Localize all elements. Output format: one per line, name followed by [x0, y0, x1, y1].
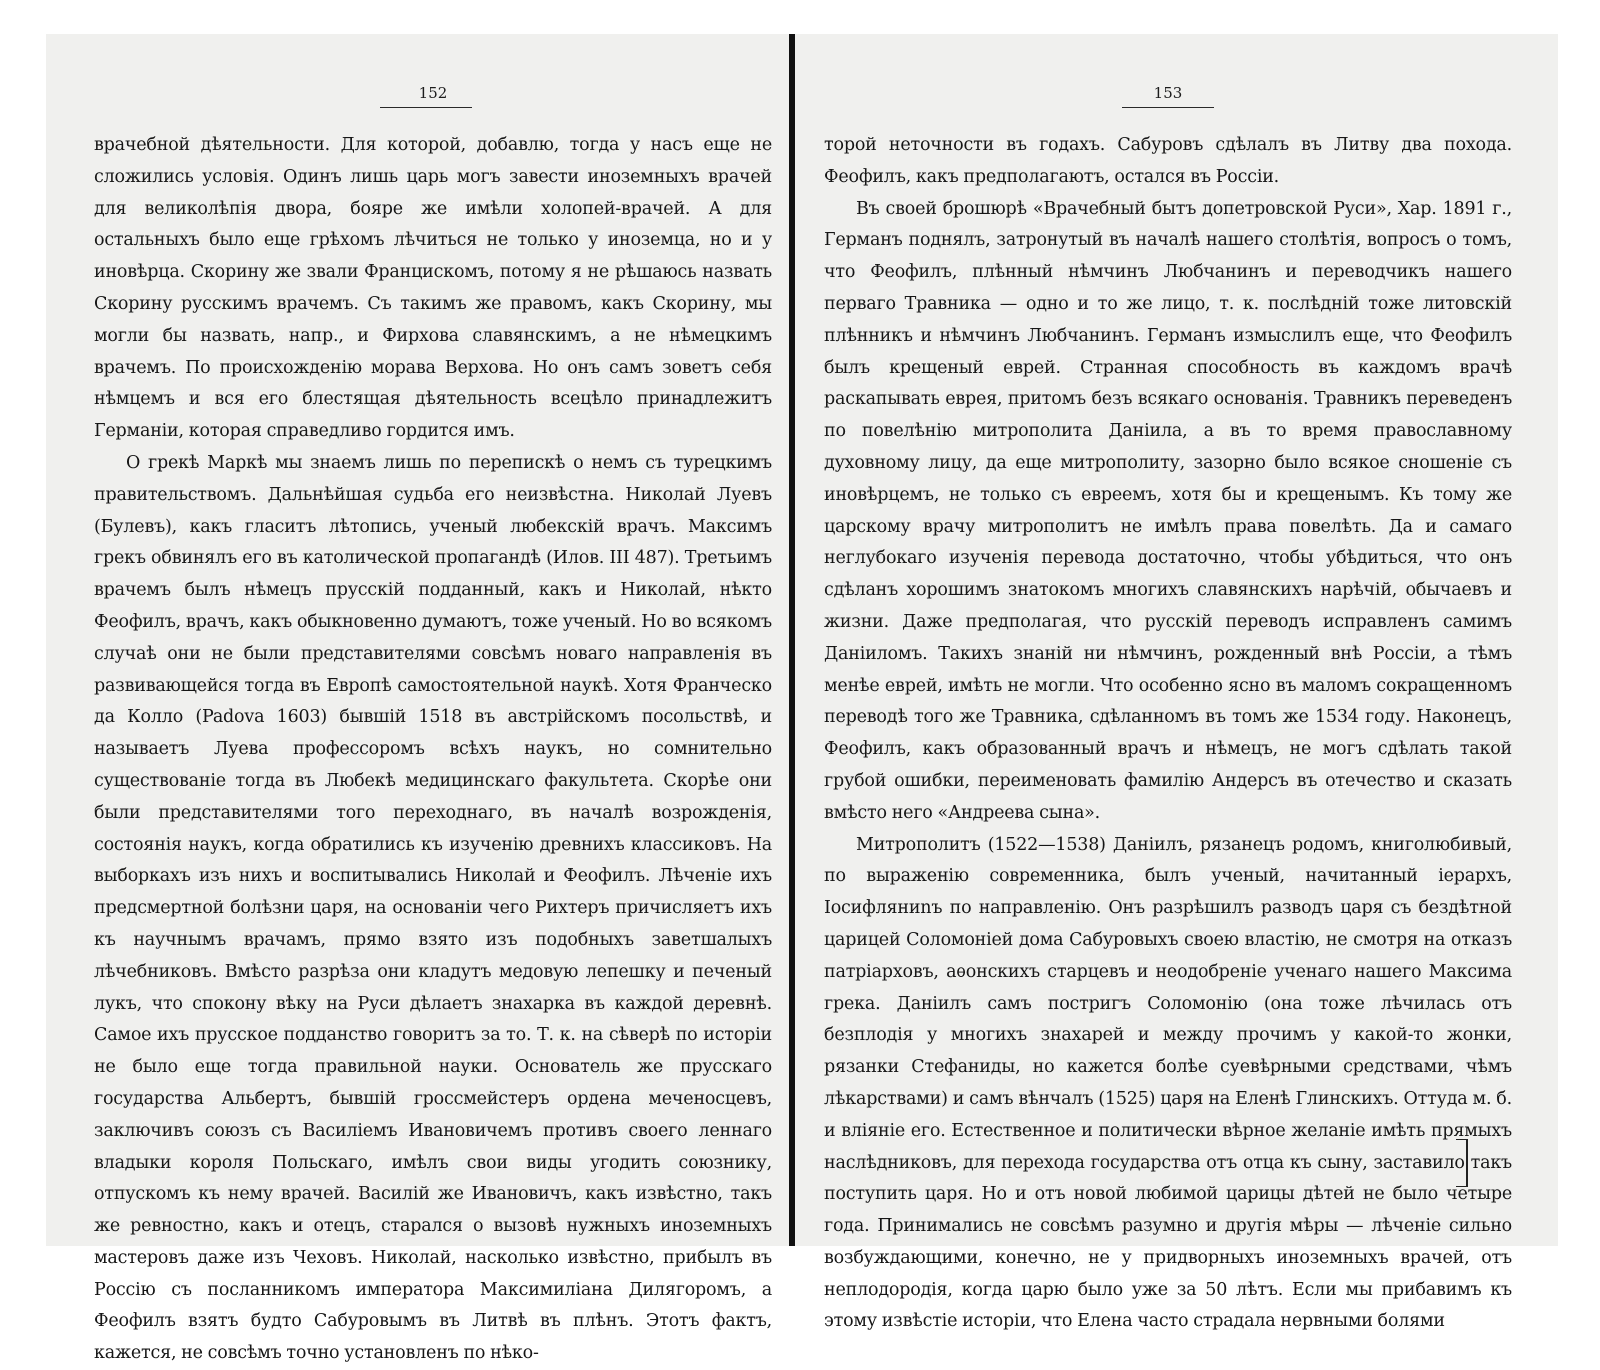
page-number: 152 [418, 84, 448, 102]
book-gutter [789, 34, 795, 1246]
paragraph: О грекѣ Маркѣ мы знаемъ лишь по перепискѣ о немъ съ турецкимъ правительствомъ. Дальнѣйшая судьба его неизвѣстна. Николай Луевъ (Булевъ), какъ гласитъ лѣтопись, ученый любекскій врачъ. Максимъ грекъ обвинялъ его въ католической пропагандѣ (Илов. III 487). Третьимъ врачемъ былъ нѣмецъ прусскій подданный, какъ и Николай, нѣкто Феофилъ, врачъ, какъ обыкновенно думаютъ, тоже ученый. Но во всякомъ случаѣ они не были представителями совсѣмъ новаго направленія въ развивающейся тогда въ Европѣ самостоятельной наукѣ. Хотя Франческо да Колло (Padova 1603) бывшій 1518 въ австрійскомъ посольствѣ, и называетъ Луева профессоромъ всѣхъ наукъ, но сомнительно существованіе тогда въ Любекѣ медицинскаго факультета. Скорѣе они были представителями того переходнаго, въ началѣ возрожденія, состоянія наукъ, когда обратились къ изученію древнихъ классиковъ. На выборкахъ изъ нихъ и воспитывались Николай и Феофилъ. Лѣченіе ихъ предсмертной болѣзни царя, на основаніи чего Рихтеръ причисляетъ ихъ къ научнымъ врачамъ, прямо взято изъ подобныхъ заветшалыхъ лѣчебниковъ. Вмѣсто разрѣза они кладутъ медовую лепешку и печеный лукъ, что спокону вѣку на Руси дѣлаетъ знахарка въ каждой деревнѣ. Самое ихъ прусское подданство говоритъ за то. Т. к. на сѣверѣ по исторіи не было еще тогда правильной науки. Основатель же прусскаго государства Альбертъ, бывшій гроссмейстеръ ордена меченосцевъ, заключивъ союзъ съ Василіемъ Ивановичемъ противъ своего леннаго владыки короля Польскаго, имѣлъ свои виды угодить союзнику, отпускомъ къ нему врачей. Василій же Ивановичъ, какъ извѣстно, такъ же ревностно, какъ и отецъ, старался о вызовѣ нужныхъ иноземныхъ мастеровъ даже изъ Чеховъ. Николай, насколько извѣстно, прибылъ въ Россію съ посланникомъ императора Максимиліана Дилягоромъ, а Феофилъ взятъ будто Сабуровымъ въ Литвѣ въ плѣнъ. Этотъ фактъ, кажется, не совсѣмъ точно установленъ по нѣко- [94, 452, 772, 1364]
header-rule [380, 107, 472, 108]
page-text [94, 130, 772, 1370]
paragraph: Митрополитъ (1522—1538) Даніилъ, рязанецъ родомъ, книголюбивый, по выраженію современника, былъ ученый, начитанный іерархъ, Іосифляниnъ по направленію. Онъ разрѣшилъ разводъ царя съ бездѣтной царицей Соломоніей дома Сабуровыхъ своею властію, не смотря на отказъ патріарховъ, аѳонскихъ старцевъ и неодобреніе ученаго нашего Максима грека. Даніилъ самъ постригъ Соломонію (она тоже лѣчилась отъ безплодія у многихъ знахарей и между прочимъ у какой-то жонки, рязанки Стефаниды, но кажется болѣе суевѣрными средствами, чѣмъ лѣкарствами) и самъ вѣнчалъ (1525) царя на Еленѣ Глинскихъ. Оттуда м. б. и вліяніе его. Естественное и политически вѣрное желаніе имѣть прямыхъ наслѣдниковъ, для перехода государства отъ отца къ сыну, заставило такъ поступить царя. Но и отъ новой любимой царицы дѣтей не было четыре года. Принимались не совсѣмъ разумно и другія мѣры — лѣченіе сильно возбуждающими, конечно, не у придворныхъ иноземныхъ врачей, отъ неплодородія, когда царю было уже за 50 лѣтъ. Если мы прибавимъ къ этому извѣстіе исторіи, что Елена часто страдала нервными болями [824, 834, 1512, 1332]
left-page [94, 34, 772, 1364]
scanned-book-spread [46, 34, 1558, 1364]
page-text [824, 130, 1512, 1338]
paragraph: врачебной дѣятельности. Для которой, добавлю, тогда у насъ еще не сложились условія. Одинъ лишь царь могъ завести иноземныхъ врачей для великолѣпія двора, бояре же имѣли холопей-врачей. А для остальныхъ было еще грѣхомъ лѣчиться не только у иноземца, но и у иновѣрца. Скорину же звали Францискомъ, потому я не рѣшаюсь назвать Скорину русскимъ врачемъ. Съ такимъ же правомъ, какъ Скорину, мы могли бы назвать, напр., и Фирхова славянскимъ, а не нѣмецкимъ врачемъ. По происхожденію морава Верхова. Но онъ самъ зоветъ себя нѣмцемъ и вся его блестящая дѣятельность всецѣло принадлежитъ Германіи, которая справедливо гордится имъ. [94, 135, 772, 442]
margin-bracket-mark [1456, 1139, 1468, 1187]
paragraph: Въ своей брошюрѣ «Врачебный бытъ допетровской Руси», Хар. 1891 г., Германъ поднялъ, затронутый въ началѣ нашего столѣтія, вопросъ о томъ, что Феофилъ, плѣнный нѣмчинъ Любчанинъ и переводчикъ нашего перваго Травника — одно и то же лицо, т. к. послѣдній тоже литовскій плѣнникъ и нѣмчинъ Любчанинъ. Германъ измыслилъ еще, что Феофилъ былъ крещеный еврей. Странная способность въ каждомъ врачѣ раскапывать еврея, притомъ безъ всякаго основанія. Травникъ переведенъ по повелѣнію митрополита Даніила, а въ то время православному духовному лицу, да еще митрополиту, зазорно было всякое сношеніе съ иновѣрцемъ, не только съ евреемъ, хотя бы и крещенымъ. Къ тому же царскому врачу митрополитъ не имѣлъ права повелѣть. Да и самаго неглубокаго изученія перевода достаточно, чтобы убѣдиться, что онъ сдѣланъ хорошимъ знатокомъ многихъ славянскихъ нарѣчій, обычаевъ и жизни. Даже предполагая, что русскій переводъ исправленъ самимъ Даніиломъ. Такихъ знаній ни нѣмчинъ, рожденный внѣ Россіи, а тѣмъ менѣе еврей, имѣть не могли. Что особенно ясно въ маломъ сокращенномъ переводѣ того же Травника, сдѣланномъ въ томъ же 1534 году. Наконецъ, Феофилъ, какъ образованный врачъ и нѣмецъ, не могъ сдѣлать такой грубой ошибки, переименовать фамилію Андерсъ въ отечество и сказать вмѣсто него «Андреева сына». [824, 198, 1512, 823]
right-page [824, 34, 1512, 1332]
header-rule [1122, 107, 1214, 108]
page-number: 153 [1153, 84, 1183, 102]
paragraph: торой неточности въ годахъ. Сабуровъ сдѣлалъ въ Литву два похода. Феофилъ, какъ предполагаютъ, остался въ Россіи. [824, 135, 1512, 187]
